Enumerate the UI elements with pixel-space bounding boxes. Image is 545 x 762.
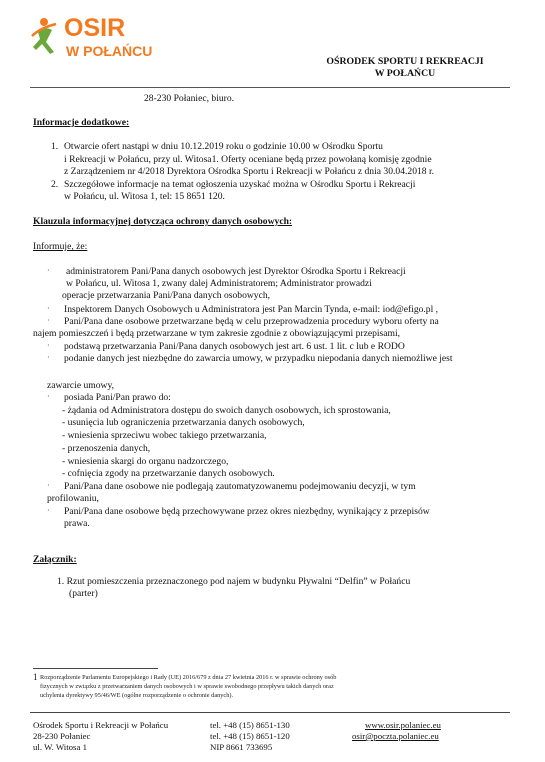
clause-line-15: - wniesienia skargi do organu nadzorczego, (62, 456, 229, 467)
clause-line-9: zawarcie umowy, (47, 380, 115, 391)
bullet-marker: · (47, 481, 50, 490)
footer-street: ul. W. Witosa 1 (33, 742, 87, 752)
bullet-marker: · (47, 341, 50, 350)
clause-line-1: administratorem Pani/Pana danych osobowych jest Dyrektor Ośrodka Sportu i Rekreacji (66, 266, 406, 277)
bullet-marker: · (47, 304, 50, 313)
header-org-line2: W POŁAŃCU (374, 67, 436, 79)
bullet-marker: · (47, 353, 50, 362)
clause-line-16: - cofnięcia zgody na przetwarzanie danych osobowych. (62, 468, 275, 479)
additional-item-2-number: 2. (51, 179, 59, 190)
bullet-marker: · (47, 506, 50, 515)
footnote-marker: 1 (33, 672, 38, 682)
clause-line-3: operacje przetwarzania Pani/Pana danych osobowych, (62, 290, 271, 301)
clause-line-14: - przenoszenia danych, (62, 443, 151, 454)
header-org-line1: OŚRODEK SPORTU I REKREACJI (326, 56, 484, 67)
footer-org-name: Ośrodek Sportu i Rekreacji w Połańcu (33, 720, 169, 730)
bullet-marker: · (47, 266, 50, 275)
clause-line-6: najem pomieszczeń i będą przetwarzane w tym zakresie zgodnie z obowiązującymi przepisami, (33, 328, 401, 339)
clause-line-10: posiada Pani/Pan prawo do: (64, 392, 171, 403)
footer-phone-2: tel. +48 (15) 8651-120 (210, 731, 290, 741)
footer-phone-1: tel. +48 (15) 8651-130 (210, 720, 290, 730)
bullet-marker: · (47, 316, 50, 325)
logo-text-bottom: W POŁAŃCU (66, 43, 153, 59)
footnote-line-1: Rozporządzenie Parlamentu Europejskiego i Rady (UE) 2016/679 z dnia 27 kwietnia 2016 r. w sprawie ochrony osób (40, 674, 337, 681)
address-line: 28-230 Połaniec, biuro. (144, 93, 235, 104)
footer-postcode: 28-230 Połaniec (33, 731, 91, 741)
clause-line-5: Pani/Pana dane osobowe przetwarzane będą w celu przeprowadzenia procedury wyboru oferty na (64, 316, 439, 327)
logo-graphic (30, 12, 180, 64)
clause-line-7: podstawą przetwarzania Pani/Pana danych osobowych jest art. 6 ust. 1 lit. c lub e RODO (64, 341, 405, 352)
footer-divider (30, 712, 510, 713)
logo-text-top: OSIR (64, 14, 126, 42)
clause-line-17: Pani/Pana dane osobowe nie podlegają zautomatyzowanemu podejmowaniu decyzji, w tym (64, 481, 416, 492)
clause-line-8: podanie danych jest niezbędne do zawarcia umowy, w przypadku niepodania danych niemożliwe jest (64, 353, 453, 364)
additional-item-1-line1: Otwarcie ofert nastąpi w dniu 10.12.2019 roku o godzinie 10.00 w Ośrodku Sportu (64, 141, 383, 152)
attachment-line-1: 1. Rzut pomieszczenia przeznaczonego pod najem w budynku Pływalni “Delfin” w Połańcu (57, 576, 411, 587)
clause-line-19: Pani/Pana dane osobowe będą przechowywane przez okres niezbędny, wynikający z przepisów (64, 506, 430, 517)
clause-line-12: - usunięcia lub ograniczenia przetwarzania danych osobowych, (62, 417, 305, 428)
additional-item-1-line2: i Rekreacji w Połańcu, przy ul. Witosa1. Oferty oceniane będą przez powołaną komisję zgodnie (64, 154, 432, 165)
footer-website-link[interactable]: www.osir.polaniec.eu (365, 720, 441, 730)
clause-heading: Klauzula informacyjnej dotycząca ochrony danych osobowych: (33, 216, 293, 227)
footer-nip: NIP 8661 733695 (210, 742, 273, 752)
additional-item-2-line1: Szczegółowe informacje na temat ogłoszenia uzyskać można w Ośrodku Sportu i Rekreacji (64, 179, 416, 190)
additional-item-1-line3: z Zarządzeniem nr 4/2018 Dyrektora Ośrodka Sportu i Rekreacji w Połańcu z dnia 30.04.2018 r. (64, 166, 435, 177)
header-organization (305, 56, 505, 80)
clause-line-18: profilowaniu, (47, 493, 99, 504)
clause-line-20: prawa. (64, 518, 90, 529)
clause-line-11: - żądania od Administratora dostępu do swoich danych osobowych, ich sprostowania, (62, 405, 391, 416)
additional-item-1-number: 1. (51, 141, 59, 152)
attachment-line-2: (parter) (69, 588, 98, 599)
clause-line-4: Inspektorem Danych Osobowych u Administratora jest Pan Marcin Tynda, e-mail: iod@efigo.pl , (64, 304, 439, 315)
osir-logo (30, 12, 180, 64)
footnote-separator (33, 668, 158, 669)
clause-line-2: w Połańcu, ul. Witosa 1, zwany dalej Administratorem; Administrator prowadzi (66, 278, 372, 289)
bullet-marker: · (47, 392, 50, 401)
clause-line-13: - wniesienia sprzeciwu wobec takiego przetwarzania, (62, 430, 267, 441)
inform-label: Informuje, że: (33, 241, 88, 252)
header-divider (30, 87, 510, 88)
additional-item-2-line2: w Połańcu, ul. Witosa 1, tel: 15 8651 120. (64, 191, 225, 202)
footnote-line-3: uchylenia dyrektywy 95/46/WE (ogólne rozporządzenie o ochronie danych). (40, 692, 234, 699)
footer-email-link[interactable]: osir@poczta.polaniec.eu (352, 731, 439, 741)
footnote-line-2: fizycznych w związku z przetwarzaniem danych osobowych i w sprawie swobodnego przepływu takich danych oraz (40, 683, 334, 690)
attachment-heading: Załącznik: (33, 554, 77, 565)
additional-info-heading: Informacje dodatkowe: (33, 117, 130, 128)
